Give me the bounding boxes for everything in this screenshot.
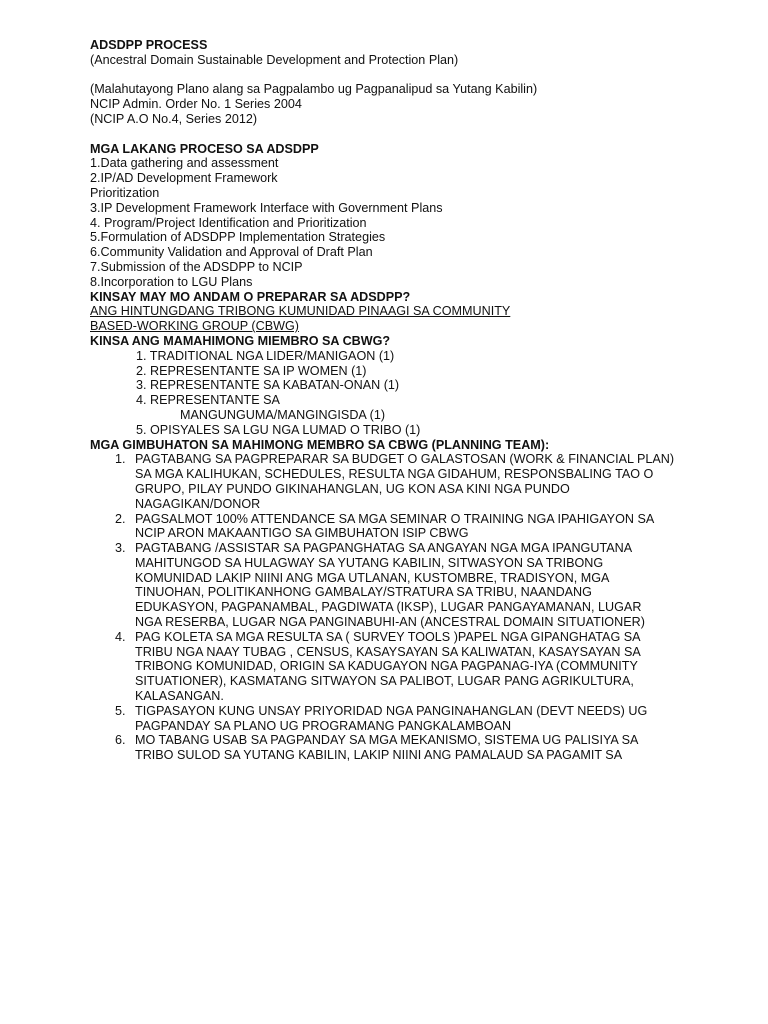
document-title: ADSDPP PROCESS xyxy=(90,38,208,52)
tasks-list xyxy=(90,452,690,763)
task-item xyxy=(90,541,690,630)
who-prepares-answer: ANG HINTUNGDANG TRIBONG KUMUNIDAD PINAAGI SA COMMUNITY xyxy=(90,304,511,319)
task-number: 2. xyxy=(115,511,126,526)
process-step: 4. Program/Project Identification and Prioritization xyxy=(90,215,367,230)
process-step: 2.IP/AD Development Framework xyxy=(90,171,278,186)
task-number: 5. xyxy=(115,703,126,718)
task-text: KOMUNIDAD LAKIP NIINI ANG MGA UTLANAN, KUSTOMBRE, TRADISYON, MGA xyxy=(135,570,610,585)
task-text: SITUATIONER), KASMATANG SITWAYON SA PALIBOT, LUGAR PANG AGRIKULTURA, xyxy=(135,674,634,689)
task-text: SA MGA KALIHUKAN, SCHEDULES, RESULTA NGA GIDAHUM, RESPONSBALING TAO O xyxy=(135,467,654,482)
local-title: (Malahutayong Plano alang sa Pagpalambo ug Pagpanalipud sa Yutang Kabilin) xyxy=(90,82,538,97)
task-text: PAGTABANG /ASSISTAR SA PAGPANGHATAG SA ANGAYAN NGA MGA IPANGUTANA xyxy=(135,541,633,556)
task-text: GRUPO, PILAY PUNDO GIKINAHANGLAN, UG KON ASA KINI NGA PUNDO xyxy=(135,481,570,496)
process-step: 7.Submission of the ADSDPP to NCIP xyxy=(90,259,303,274)
who-prepares-answer-cont: BASED-WORKING GROUP (CBWG) xyxy=(90,319,299,334)
task-text: KALASANGAN. xyxy=(135,689,224,704)
spacer xyxy=(90,127,690,142)
process-step: 5.Formulation of ADSDPP Implementation Strategies xyxy=(90,230,386,245)
process-step: 8.Incorporation to LGU Plans xyxy=(90,274,253,289)
process-step: 6.Community Validation and Approval of Draft Plan xyxy=(90,245,373,260)
who-prepares-question: KINSAY MAY MO ANDAM O PREPARAR SA ADSDPP? xyxy=(90,289,411,304)
document-body xyxy=(90,38,690,763)
admin-order-2012: (NCIP A.O No.4, Series 2012) xyxy=(90,111,258,126)
task-item xyxy=(90,630,690,704)
members-question: KINSA ANG MAMAHIMONG MIEMBRO SA CBWG? xyxy=(90,333,391,348)
task-item xyxy=(90,704,690,734)
task-number: 6. xyxy=(115,733,126,748)
document-subtitle: (Ancestral Domain Sustainable Development and Protection Plan) xyxy=(90,52,459,67)
task-item xyxy=(90,452,690,511)
spacer xyxy=(90,68,690,83)
process-steps xyxy=(90,156,690,289)
task-text: TIGPASAYON KUNG UNSAY PRIYORIDAD NGA PANGINAHANGLAN (DEVT NEEDS) UG xyxy=(135,703,648,718)
process-heading: MGA LAKANG PROCESO SA ADSDPP xyxy=(90,141,319,156)
task-number: 1. xyxy=(115,452,126,467)
task-text: MAHITUNGOD SA HULAGWAY SA YUTANG KABILIN, SITWASYON SA TRIBONG xyxy=(135,555,604,570)
task-text: EDUKASYON, PAGPANAMBAL, PAGDIWATA (IKSP), LUGAR PANGAYAMANAN, LUGAR xyxy=(135,600,642,615)
tasks-heading: MGA GIMBUHATON SA MAHIMONG MEMBRO SA CBWG (PLANNING TEAM): xyxy=(90,437,550,452)
admin-order: NCIP Admin. Order No. 1 Series 2004 xyxy=(90,97,302,112)
member-item: 4. REPRESENTANTE SA xyxy=(136,393,280,408)
task-item xyxy=(90,733,690,763)
members-list xyxy=(90,349,690,438)
task-text: NAGAGIKAN/DONOR xyxy=(135,496,261,511)
task-text: TRIBU NGA NAAY TUBAG , CENSUS, KASAYSAYAN SA KALIWATAN, KASAYSAYAN SA xyxy=(135,644,641,659)
task-text: PAGSALMOT 100% ATTENDANCE SA MGA SEMINAR O TRAINING NGA IPAHIGAYON SA xyxy=(135,511,655,526)
task-text: PAGPANDAY SA PLANO UG PROGRAMANG PANGKALAMBOAN xyxy=(135,718,512,733)
task-text: TRIBO SULOD SA YUTANG KABILIN, LAKIP NIINI ANG PAMALAUD SA PAGAMIT SA xyxy=(135,748,623,763)
member-item-cont: MANGUNGUMA/MANGINGISDA (1) xyxy=(180,407,386,422)
task-number: 3. xyxy=(115,541,126,556)
task-text: NCIP ARON MAKAANTIGO SA GIMBUHATON ISIP CBWG xyxy=(135,526,469,541)
task-text: NGA RESERBA, LUGAR NGA PANGINABUHI-AN (ANCESTRAL DOMAIN SITUATIONER) xyxy=(135,615,645,630)
process-step: 3.IP Development Framework Interface with Government Plans xyxy=(90,200,443,215)
task-item xyxy=(90,512,690,542)
member-item: 1. TRADITIONAL NGA LIDER/MANIGAON (1) xyxy=(136,348,395,363)
process-step: Prioritization xyxy=(90,185,160,200)
member-item: 3. REPRESENTANTE SA KABATAN-ONAN (1) xyxy=(136,378,400,393)
task-text: TRIBONG KOMUNIDAD, ORIGIN SA KADUGAYON NGA PAGPANAG-IYA (COMMUNITY xyxy=(135,659,638,674)
process-step: 1.Data gathering and assessment xyxy=(90,156,279,171)
member-item: 5. OPISYALES SA LGU NGA LUMAD O TRIBO (1) xyxy=(136,422,421,437)
task-text: MO TABANG USAB SA PAGPANDAY SA MGA MEKANISMO, SISTEMA UG PALISIYA SA xyxy=(135,733,639,748)
task-text: PAG KOLETA SA MGA RESULTA SA ( SURVEY TOOLS )PAPEL NGA GIPANGHATAG SA xyxy=(135,629,641,644)
member-item: 2. REPRESENTANTE SA IP WOMEN (1) xyxy=(136,363,367,378)
task-number: 4. xyxy=(115,629,126,644)
task-text: TINUOHAN, POLITIKANHONG GAMBALAY/STRATURA SA TRIBU, NAANDANG xyxy=(135,585,592,600)
task-text: PAGTABANG SA PAGPREPARAR SA BUDGET O GALASTOSAN (WORK & FINANCIAL PLAN) xyxy=(135,452,675,467)
